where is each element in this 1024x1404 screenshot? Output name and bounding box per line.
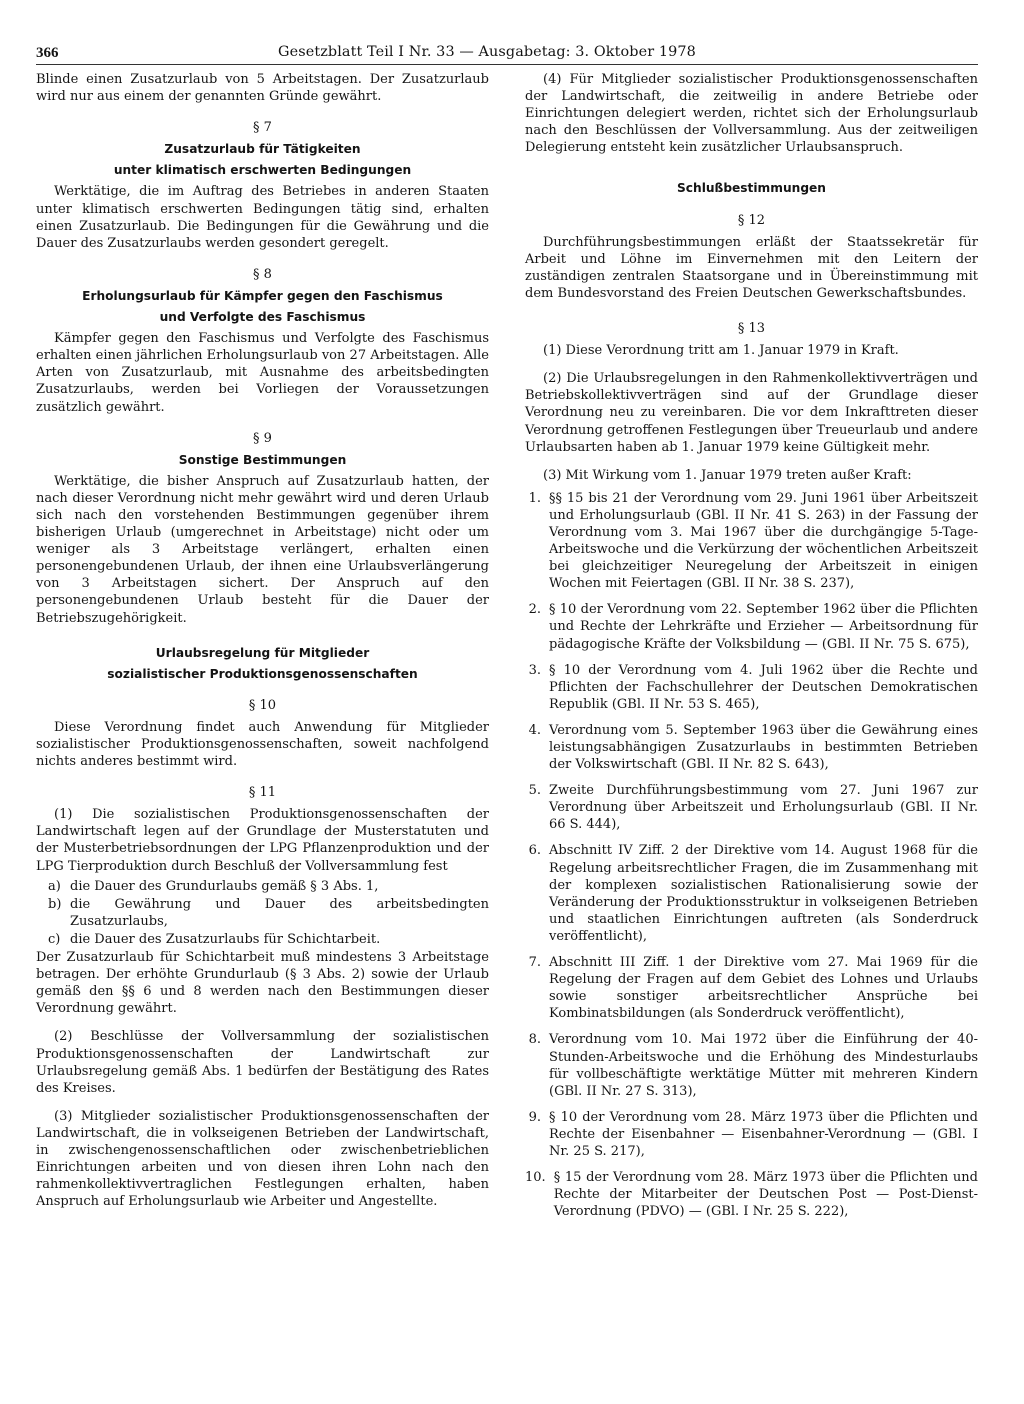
right-column: [525, 71, 978, 1229]
section-7-text: Werktätige, die im Auftrag des Betriebes in anderen Staaten unter klimatisch erschwerten Bedingungen tätig sind, erhalten einen Zusatzurlaub. Die Bedingungen für die Gewährung und die Dauer des Zusatzurlaubs werden gesondert geregelt.: [36, 184, 489, 251]
page-number: 366: [36, 45, 59, 61]
list-item: [525, 782, 978, 833]
intro-paragraph: Blinde einen Zusatzurlaub von 5 Arbeitstagen. Der Zusatzurlaub wird nur aus einem der genannten Gründe gewährt.: [36, 72, 489, 105]
section-10-text: Diese Verordnung findet auch Anwendung für Mitglieder sozialistischer Produktionsgenossenschaften, soweit nachfolgend nichts anderes bestimmt wird.: [36, 719, 489, 770]
section-7-title-line-2: unter klimatisch erschwerten Bedingungen: [113, 163, 412, 178]
list-item: [525, 601, 978, 652]
list-item-label: 8.: [528, 1032, 541, 1048]
text-columns: [36, 71, 978, 1229]
list-item-text: Abschnitt IV Ziff. 2 der Direktive vom 14. August 1968 für die Regelung arbeitsrechtlicher Fragen, die im Zusammenhang mit der komplexen sozialistischen Rationalisierung sowie der Veränderung der Produktionsstruktur in volkseigenen Betrieben und staatlichen Einrichtungen auftreten (als Sonderdruck veröffentlicht),: [549, 843, 978, 944]
section-11-paragraph-1: (1) Die sozialistischen Produktionsgenossenschaften der Landwirtschaft legen auf der Grundlage der Musterstatuten und der Musterbetriebsordnungen der LPG Pflanzenproduktion und der LPG Tierproduktion durch Beschluß der Vollversammlung fest: [36, 807, 489, 874]
section-9-number: § 9: [253, 430, 272, 446]
list-item-label: 9.: [528, 1109, 541, 1125]
section-9-text: Werktätige, die bisher Anspruch auf Zusatzurlaub hatten, der nach dieser Verordnung nicht mehr gewährt wird und deren Urlaub sich nach den vorstehenden Bestimmungen gegenüber ihrem bisherigen Urlaub (umgerechnet in Arbeitstage) nicht oder um weniger als 3 Arbeitstage verlängert, erhalten einen personengebundenen Urlaub, der ihnen eine Urlaubsverlängerung von 3 Arbeitstagen sichert. Der Anspruch auf den personengebundenen Urlaub besteht für die Dauer der Betriebszugehörigkeit.: [36, 473, 489, 626]
list-item-text: die Dauer des Grundurlaubs gemäß § 3 Abs. 1,: [70, 878, 379, 894]
list-item-label: 3.: [528, 662, 541, 678]
list-item-label: 4.: [528, 722, 541, 738]
final-provisions-heading: Schlußbestimmungen: [677, 181, 826, 196]
section-13-paragraph-3: (3) Mit Wirkung vom 1. Januar 1979 treten außer Kraft:: [543, 467, 912, 483]
list-item-text: § 15 der Verordnung vom 28. März 1973 über die Pflichten und Rechte der Mitarbeiter der Deutschen Post — Post-Dienst-Verordnung (PDVO) — (GBl. I Nr. 25 S. 222),: [553, 1170, 978, 1220]
section-11-paragraph-3: (3) Mitglieder sozialistischer Produktionsgenossenschaften der Landwirtschaft, die in volkseigenen Betrieben der Landwirtschaft, in zwischengenossenschaftlichen oder zwischenbetrieblichen Einrichtungen arbeiten und von diesen ihren Lohn nach den rahmenkollektivvertraglichen Festlegungen erhalten, haben Anspruch auf Erholungsurlaub wie Arbeiter und Angestellte.: [36, 1108, 489, 1210]
section-7-number: § 7: [253, 120, 272, 136]
section-12-number: § 12: [737, 212, 766, 228]
list-item-label: 7.: [528, 955, 541, 971]
repealed-provisions-list: [525, 490, 978, 1221]
list-item-label: 5.: [528, 783, 541, 799]
list-item: [48, 931, 489, 948]
list-item-label: 2.: [528, 602, 541, 618]
section-12-text: Durchführungsbestimmungen erläßt der Staatssekretär für Arbeit und Löhne im Einvernehmen mit den Leitern der zuständigen zentralen Staatsorgane und in Übereinstimmung mit dem Bundesvorstand des Freien Deutschen Gewerkschaftsbundes.: [525, 234, 978, 301]
list-item-text: Zweite Durchführungsbestimmung vom 27. Juni 1967 zur Verordnung über Arbeitszeit und Erholungsurlaub (GBl. II Nr. 66 S. 444),: [549, 783, 978, 833]
list-item-text: Abschnitt III Ziff. 1 der Direktive vom 27. Mai 1969 für die Regelung der Fragen auf dem Gebiet des Lohnes und Urlaubs sowie sonstiger arbeitsrechtlicher Ansprüche bei Kombinatsbildungen (als Sonderdruck veröffentlicht),: [549, 955, 978, 1022]
list-item-text: Verordnung vom 10. Mai 1972 über die Einführung der 40-Stunden-Arbeitswoche und die Erhöhung des Mindesturlaubs für vollbeschäftigte werktätige Mütter mit mehreren Kindern (GBl. II Nr. 27 S. 313),: [549, 1032, 978, 1099]
section-8-title-line-2: und Verfolgte des Faschismus: [159, 310, 366, 325]
left-column: [36, 71, 489, 1229]
section-8-text: Kämpfer gegen den Faschismus und Verfolgte des Faschismus erhalten einen jährlichen Erholungsurlaub von 27 Arbeitstagen. Alle Arten von Zusatzurlaub, mit Ausnahme des arbeitsbedingten Zusatzurlaubs, werden bei Vorliegen der Voraussetzungen zusätzlich gewährt.: [36, 331, 489, 415]
section-11-paragraph-2: (2) Beschlüsse der Vollversammlung der sozialistischen Produktionsgenossenschaften der Landwirtschaft zur Urlaubsregelung gemäß Abs. 1 bedürfen der Bestätigung des Rates des Kreises.: [36, 1029, 489, 1096]
list-item: [48, 896, 489, 930]
lpg-heading-line-1: Urlaubsregelung für Mitglieder: [155, 645, 370, 660]
list-item-text: § 10 der Verordnung vom 28. März 1973 über die Pflichten und Rechte der Eisenbahner — Eisenbahner-Verordnung — (GBl. I Nr. 25 S. 217),: [549, 1109, 978, 1159]
list-item: [525, 1031, 978, 1099]
list-item-label: 10.: [525, 1170, 546, 1186]
list-item: [525, 490, 978, 593]
list-item-text: §§ 15 bis 21 der Verordnung vom 29. Juni 1961 über Arbeitszeit und Erholungsurlaub (GBl. II Nr. 41 S. 263) in der Fassung der Verordnung vom 3. Mai 1967 über die durchgängige 5-Tage-Arbeitswoche und die Verkürzung der wöchentlichen Arbeitszeit bei gleichzeitiger Neuregelung der Arbeitszeit in einigen Wochen mit Feiertagen (GBl. II Nr. 38 S. 237),: [549, 490, 978, 592]
section-11-paragraph-4: (4) Für Mitglieder sozialistischer Produktionsgenossenschaften der Landwirtschaft, die zeitweilig in andere Betriebe oder Einrichtungen delegiert werden, richtet sich der Erholungsurlaub nach den Beschlüssen der Vollversammlung. Aus der zeitweiligen Delegierung entsteht kein zusätzlicher Urlaubsanspruch.: [525, 72, 978, 156]
section-7-title-line-1: Zusatzurlaub für Tätigkeiten: [164, 142, 361, 157]
list-item: [525, 722, 978, 773]
page-header: [36, 40, 978, 65]
section-10-number: § 10: [248, 697, 277, 713]
section-8-number: § 8: [253, 266, 272, 282]
list-item: [525, 842, 978, 945]
list-item-label: 6.: [528, 843, 541, 859]
section-11-item-list: [36, 878, 489, 948]
list-item-label: c): [48, 931, 61, 947]
section-9-title: Sonstige Bestimmungen: [178, 452, 347, 467]
list-item: [525, 1109, 978, 1160]
list-item-text: Verordnung vom 5. September 1963 über die Gewährung eines leistungsabhängigen Zusatzurlaubs in bestimmten Betrieben der Volkswirtschaft (GBl. II Nr. 82 S. 643),: [549, 722, 978, 773]
list-item-label: b): [48, 896, 62, 912]
section-13-number: § 13: [737, 321, 766, 337]
lpg-heading-line-2: sozialistischer Produktionsgenossenschaften: [107, 666, 418, 681]
list-item: [525, 1169, 978, 1220]
list-item-text: die Dauer des Zusatzurlaubs für Schichtarbeit.: [70, 931, 381, 947]
section-13-paragraph-2: (2) Die Urlaubsregelungen in den Rahmenkollektivverträgen und Betriebskollektivverträgen sind auf der Grundlage dieser Verordnung neu zu vereinbaren. Die vor dem Inkrafttreten dieser Verordnung getroffenen Festlegungen über Treueurlaub und andere Urlaubsarten haben ab 1. Januar 1979 keine Gültigkeit mehr.: [525, 371, 978, 455]
list-item: [48, 878, 489, 895]
list-item-text: die Gewährung und Dauer des arbeitsbedingten Zusatzurlaubs,: [70, 896, 489, 929]
section-11-paragraph-1-end: Der Zusatzurlaub für Schichtarbeit muß mindestens 3 Arbeitstage betragen. Der erhöhte Grundurlaub (§ 3 Abs. 2) sowie der Urlaub gemäß den §§ 6 und 8 werden nach den Bestimmungen dieser Verordnung gewährt.: [36, 950, 489, 1017]
list-item-label: a): [48, 878, 61, 894]
running-head: Gesetzblatt Teil I Nr. 33 — Ausgabetag: 3. Oktober 1978: [278, 44, 696, 60]
section-13-paragraph-1: (1) Diese Verordnung tritt am 1. Januar 1979 in Kraft.: [543, 343, 899, 359]
list-item: [525, 662, 978, 713]
list-item-text: § 10 der Verordnung vom 4. Juli 1962 über die Rechte und Pflichten der Fachschullehrer der Deutschen Demokratischen Republik (GBl. II Nr. 53 S. 465),: [549, 662, 978, 712]
list-item-label: 1.: [528, 490, 541, 506]
list-item-text: § 10 der Verordnung vom 22. September 1962 über die Pflichten und Rechte der Lehrkräfte und Erzieher — Arbeitsordnung für pädagogische Kräfte der Volksbildung — (GBl. II Nr. 75 S. 675),: [549, 602, 978, 652]
list-item: [525, 954, 978, 1022]
section-11-number: § 11: [248, 785, 277, 801]
section-8-title-line-1: Erholungsurlaub für Kämpfer gegen den Faschismus: [82, 288, 443, 303]
